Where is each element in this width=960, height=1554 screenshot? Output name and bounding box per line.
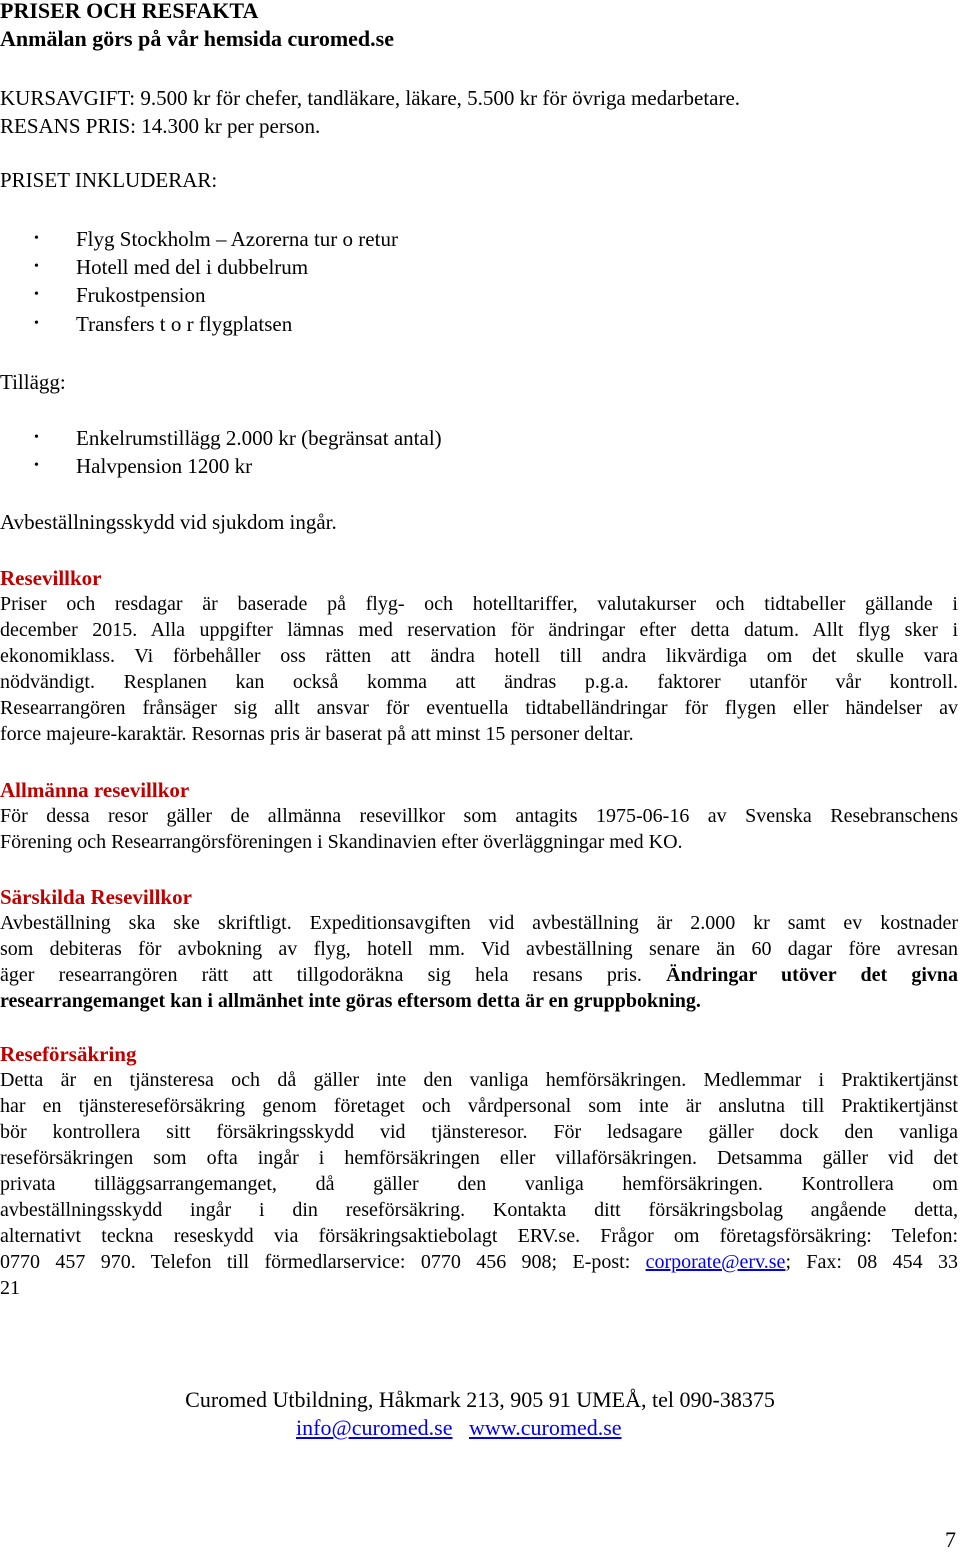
- cancellation-note: Avbeställningsskydd vid sjukdom ingår.: [0, 510, 337, 534]
- list-item: Frukostpension: [76, 283, 206, 307]
- text-line: som debiteras för avbokning av flyg, hotell mm. Vid avbeställning senare än 60 dagar före avresan: [0, 938, 958, 960]
- sarskilda-text: [0, 910, 958, 1014]
- text-line: alternativt teckna reseskydd via försäkringsaktiebolagt ERV.se. Frågor om företagsförsäkring: Telefon:: [0, 1225, 958, 1247]
- text-line: Avbeställning ska ske skriftligt. Expeditionsavgiften vid avbeställning är 2.000 kr samt ev kostnader: [0, 912, 958, 934]
- text-line: Researrangören frånsäger sig allt ansvar för eventuella tidtabelländringar för flygen eller händelser av: [0, 697, 958, 719]
- includes-heading: PRISET INKLUDERAR:: [0, 168, 218, 192]
- text-bold: Ändringar utöver det givna: [666, 964, 958, 986]
- travel-price: RESANS PRIS: 14.300 kr per person.: [0, 114, 321, 138]
- section-heading-reseforsakring: Reseförsäkring: [0, 1042, 137, 1066]
- page-subtitle: Anmälan görs på vår hemsida curomed.se: [0, 26, 394, 51]
- list-item: Transfers t o r flygplatsen: [76, 312, 293, 336]
- reseforsakring-text: [0, 1067, 958, 1301]
- page-title: PRISER OCH RESFAKTA: [0, 0, 259, 23]
- text-line-mixed: [0, 962, 958, 988]
- text-line: privata tilläggsarrangemanget, då gäller den vanliga hemförsäkringen. Kontrollera om: [0, 1173, 958, 1195]
- text-line: bör kontrollera sitt försäkringsskydd vid tjänsteresor. För ledsagare gäller dock den vanliga: [0, 1121, 958, 1143]
- section-heading-sarskilda: Särskilda Resevillkor: [0, 885, 192, 909]
- footer-email-link[interactable]: info@curomed.se: [296, 1415, 453, 1440]
- text-line: Förening och Researrangörsföreningen i Skandinavien efter överläggningar med KO.: [0, 831, 683, 853]
- page-number: 7: [945, 1527, 956, 1552]
- text-line: ekonomiklass. Vi förbehåller oss rätten att ändra hotell till andra likvärdiga om det skulle vara: [0, 645, 958, 667]
- text-line-contact: [0, 1249, 958, 1275]
- list-item: Hotell med del i dubbelrum: [76, 255, 309, 279]
- bullet-icon: •: [34, 287, 39, 302]
- text-line: [0, 988, 958, 1014]
- text-line: reseförsäkringen som ofta ingår i hemförsäkringen eller villaförsäkringen. Detsamma gäller vid det: [0, 1147, 958, 1169]
- email-link[interactable]: corporate@erv.se: [645, 1251, 786, 1273]
- text-line: Priser och resdagar är baserade på flyg- och hotelltariffer, valutakurser och tidtabeller gällande i: [0, 593, 958, 615]
- bullet-icon: •: [34, 316, 39, 331]
- footer-address: Curomed Utbildning, Håkmark 213, 905 91 UMEÅ, tel 090-38375: [185, 1387, 775, 1412]
- text-line: 21: [0, 1277, 20, 1299]
- footer-links: [296, 1414, 622, 1442]
- bullet-icon: •: [34, 458, 39, 473]
- text-bold: researrangemanget kan i allmänhet inte göras eftersom detta är en gruppbokning.: [0, 990, 701, 1012]
- text-line: avbeställningsskydd ingår i din reseförsäkring. Kontakta ditt försäkringsbolag angående detta,: [0, 1199, 958, 1221]
- extras-heading: Tillägg:: [0, 370, 66, 394]
- course-fee: KURSAVGIFT: 9.500 kr för chefer, tandläkare, läkare, 5.500 kr för övriga medarbetare.: [0, 86, 741, 110]
- list-item: Halvpension 1200 kr: [76, 454, 253, 478]
- text-line: december 2015. Alla uppgifter lämnas med reservation för ändringar efter detta datum. Allt flyg sker i: [0, 619, 958, 641]
- contact-text: 0770 457 970. Telefon till förmedlarservice: 0770 456 908; E-post:: [0, 1251, 631, 1273]
- text-line: nödvändigt. Resplanen kan också komma att ändras p.g.a. faktorer utanför vår kontroll.: [0, 671, 958, 693]
- footer-website-link[interactable]: www.curomed.se: [469, 1415, 622, 1440]
- fax-text: ; Fax: 08 454 33: [785, 1251, 958, 1273]
- text-line: För dessa resor gäller de allmänna resevillkor som antagits 1975-06-16 av Svenska Resebranschens: [0, 805, 958, 827]
- text-line: Detta är en tjänsteresa och då gäller inte den vanliga hemförsäkringen. Medlemmar i Praktikertjänst: [0, 1069, 958, 1091]
- allmanna-text: [0, 803, 958, 855]
- text-line: har en tjänstereseförsäkring genom företaget och vårdpersonal som inte är anslutna till Praktikertjänst: [0, 1095, 958, 1117]
- section-heading-allmanna: Allmänna resevillkor: [0, 778, 190, 802]
- bullet-icon: •: [34, 430, 39, 445]
- text-normal: äger researrangören rätt att tillgodoräkna sig hela resans pris.: [0, 964, 642, 986]
- bullet-icon: •: [34, 231, 39, 246]
- resevillkor-text: [0, 591, 958, 747]
- text-line: force majeure-karaktär. Resornas pris är baserat på att minst 15 personer deltar.: [0, 723, 634, 745]
- bullet-icon: •: [34, 259, 39, 274]
- list-item: Flyg Stockholm – Azorerna tur o retur: [76, 227, 398, 251]
- section-heading-resevillkor: Resevillkor: [0, 566, 102, 590]
- list-item: Enkelrumstillägg 2.000 kr (begränsat antal): [76, 426, 442, 450]
